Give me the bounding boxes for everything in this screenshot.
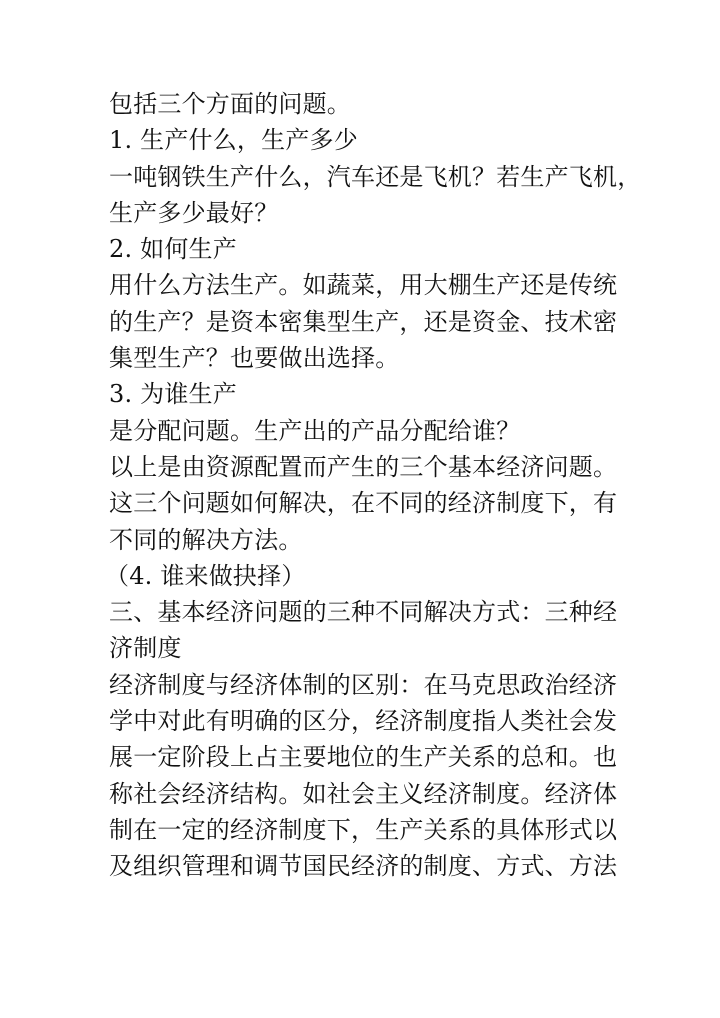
section-heading-who-decides: （4. 谁来做抉择）: [105, 561, 306, 590]
text-line: 制在一定的经济制度下，生产关系的具体形式以: [109, 815, 618, 844]
text-line: 集型生产？也要做出选择。: [109, 344, 400, 373]
section-heading-for-whom: 3. 为谁生产: [109, 380, 237, 409]
section-heading-three-systems: 三、基本经济问题的三种不同解决方式：三种经: [109, 598, 618, 627]
text-line: 以上是由资源配置而产生的三个基本经济问题。: [109, 452, 618, 481]
text-line: 展一定阶段上占主要地位的生产关系的总和。也: [109, 743, 618, 772]
section-heading-what-to-produce: 1. 生产什么，生产多少: [109, 126, 358, 155]
section-heading-how-to-produce: 2. 如何生产: [109, 235, 237, 264]
text-line: 称社会经济结构。如社会主义经济制度。经济体: [109, 779, 618, 808]
text-line: 这三个问题如何解决，在不同的经济制度下，有: [109, 489, 618, 518]
text-line: 是分配问题。生产出的产品分配给谁？: [109, 416, 521, 445]
text-line: 学中对此有明确的区分，经济制度指人类社会发: [109, 707, 618, 736]
text-line: 生产多少最好？: [109, 198, 279, 227]
text-line: 的生产？是资本密集型生产，还是资金、技术密: [109, 307, 618, 336]
text-line: 一吨钢铁生产什么，汽车还是飞机？若生产飞机，: [109, 162, 642, 191]
text-line: 经济制度与经济体制的区别：在马克思政治经济: [109, 670, 618, 699]
text-line: 济制度: [109, 634, 182, 663]
text-line: 包括三个方面的问题。: [109, 90, 351, 118]
text-line: 用什么方法生产。如蔬菜，用大棚生产还是传统: [109, 271, 618, 300]
text-line: 及组织管理和调节国民经济的制度、方式、方法: [109, 852, 618, 881]
text-line: 不同的解决方法。: [109, 525, 303, 554]
document-body: [105, 86, 642, 885]
